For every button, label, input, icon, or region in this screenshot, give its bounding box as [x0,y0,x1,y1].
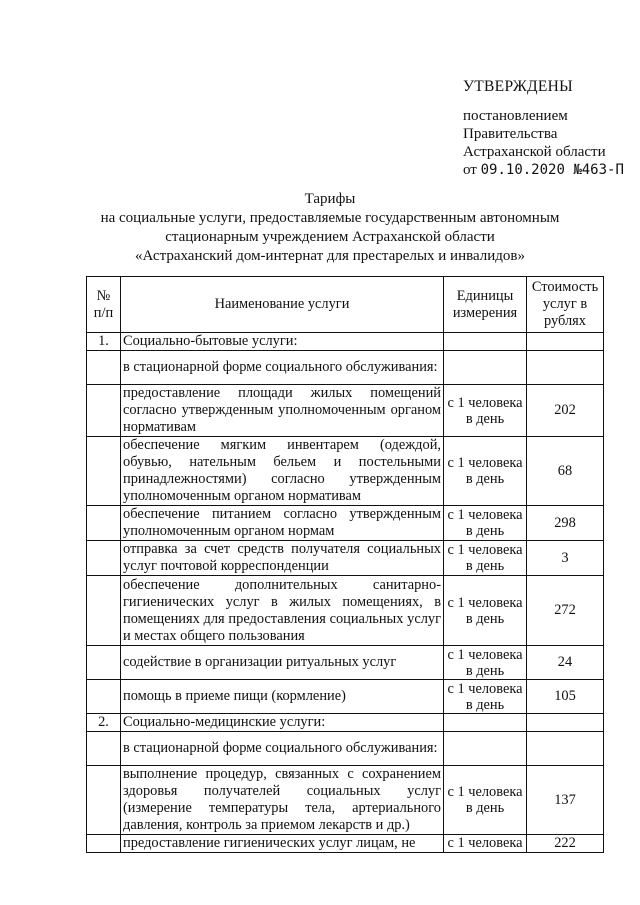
row-unit: с 1 человека в день [444,437,527,506]
row-num [87,351,121,385]
row-num [87,541,121,576]
title-line-2: на социальные услуги, предоставляемые государственным автономным [100,210,560,226]
row-cost: 3 [527,541,604,576]
row-cost [527,333,604,351]
table-row [87,351,604,385]
approval-line-3: Астраханской области [463,144,606,160]
table-row [87,385,604,437]
row-unit: с 1 человека в день [444,541,527,576]
row-unit: с 1 человека в день [444,385,527,437]
approval-date-value: 09.10.2020 №463-П [480,162,624,178]
table-row [87,835,604,853]
row-unit: с 1 человека в день [444,766,527,835]
title-line-3: стационарным учреждением Астраханской области [165,229,495,245]
row-name: Социально-бытовые услуги: [121,333,444,351]
row-num [87,646,121,680]
table-row [87,541,604,576]
row-num: 2. [87,714,121,732]
row-unit [444,333,527,351]
table-row [87,714,604,732]
table-row [87,766,604,835]
row-num [87,732,121,766]
tariff-table [86,276,604,853]
title-line-1: Тарифы [304,191,356,207]
row-num [87,576,121,646]
approval-block [463,78,624,179]
row-name: помощь в приеме пищи (кормление) [121,680,444,714]
row-num: 1. [87,333,121,351]
row-name: отправка за счет средств получателя социальных услуг почтовой корреспонденции [121,541,444,576]
header-cost: Стоимость услуг в рублях [527,277,604,333]
row-num [87,385,121,437]
row-name: обеспечение мягким инвентарем (одеждой, обувью, нательным бельем и постельными принадлежностями) согласно утвержденным уполномоченным органом нормативам [121,437,444,506]
row-num [87,835,121,853]
row-num [87,506,121,541]
row-name: обеспечение дополнительных санитарно-гигиенических услуг в жилых помещениях, в помещениях для предоставления социальных услуг и местах общего пользования [121,576,444,646]
table-header-row [87,277,604,333]
row-name: выполнение процедур, связанных с сохранением здоровья получателей социальных услуг (измерение температуры тела, артериального давления, контроль за приемом лекарств и др.) [121,766,444,835]
row-name: предоставление гигиенических услуг лицам, не [121,835,444,853]
row-name: предоставление площади жилых помещений согласно утвержденным уполномоченным органом нормативам [121,385,444,437]
title-line-4: «Астраханский дом-интернат для престарелых и инвалидов» [134,248,526,264]
table-row [87,576,604,646]
table-row [87,680,604,714]
row-unit: с 1 человека в день [444,680,527,714]
table-row [87,732,604,766]
header-num: № п/п [87,277,121,333]
row-cost: 137 [527,766,604,835]
row-unit: с 1 человека в день [444,646,527,680]
row-num [87,437,121,506]
row-unit [444,714,527,732]
row-cost: 202 [527,385,604,437]
row-unit: с 1 человека в день [444,506,527,541]
row-unit [444,351,527,385]
header-unit: Единицы измерения [444,277,527,333]
table-row [87,646,604,680]
row-num [87,766,121,835]
row-name: в стационарной форме социального обслуживания: [121,351,444,385]
row-name: содействие в организации ритуальных услуг [121,646,444,680]
row-cost [527,714,604,732]
approval-heading: УТВЕРЖДЕНЫ [463,78,573,95]
table-row [87,506,604,541]
document-title [60,190,600,266]
row-cost: 24 [527,646,604,680]
row-name: в стационарной форме социального обслуживания: [121,732,444,766]
table-row [87,333,604,351]
approval-date-prefix: от [463,162,477,178]
row-cost: 68 [527,437,604,506]
approval-line-1: постановлением [463,108,568,124]
row-cost: 105 [527,680,604,714]
row-cost: 272 [527,576,604,646]
row-name: обеспечение питанием согласно утвержденным уполномоченным органом нормам [121,506,444,541]
row-cost [527,351,604,385]
row-unit: с 1 человека в день [444,576,527,646]
row-cost: 222 [527,835,604,853]
approval-date-line [463,161,624,179]
row-name: Социально-медицинские услуги: [121,714,444,732]
row-unit: с 1 человека [444,835,527,853]
approval-line-2: Правительства [463,126,558,142]
row-num [87,680,121,714]
row-cost: 298 [527,506,604,541]
table-row [87,437,604,506]
header-name: Наименование услуги [121,277,444,333]
row-cost [527,732,604,766]
row-unit [444,732,527,766]
